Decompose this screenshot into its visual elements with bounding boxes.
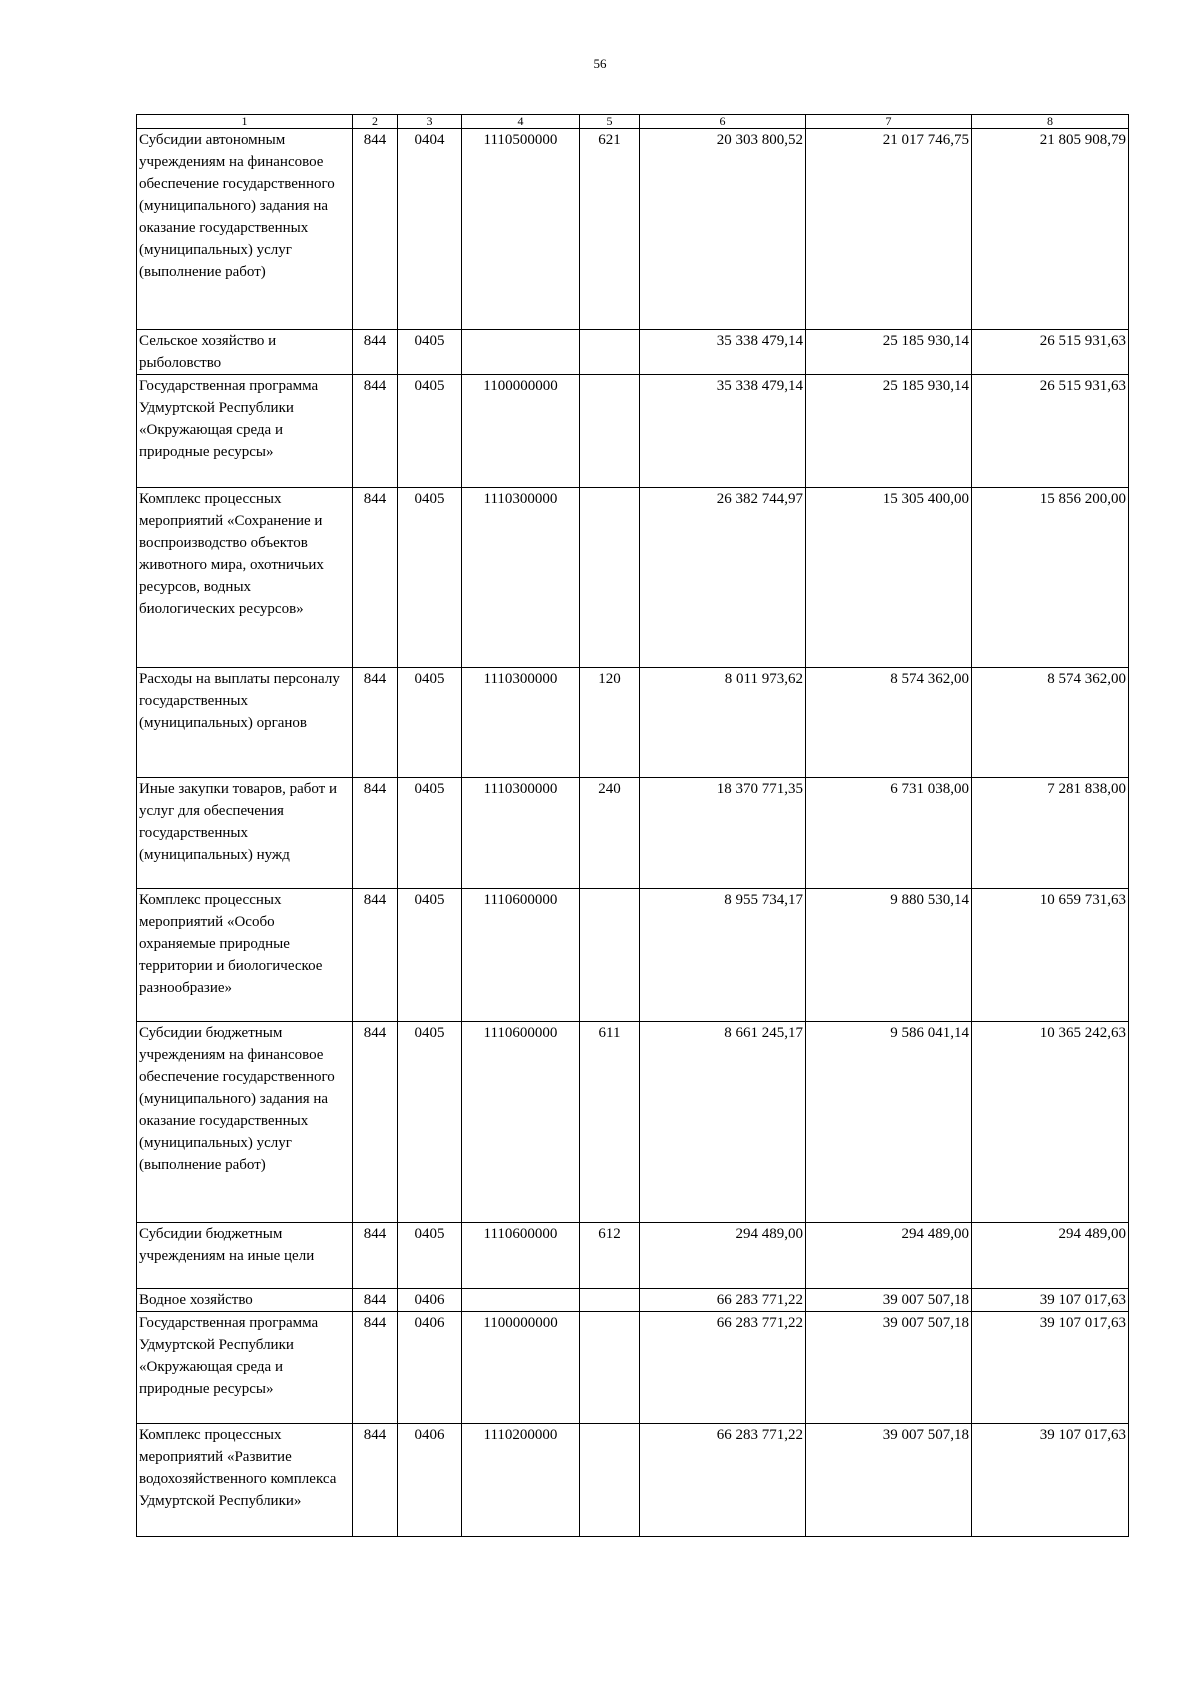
- row-value-3: 10 659 731,63: [972, 889, 1129, 1022]
- row-value-3: 26 515 931,63: [972, 330, 1129, 375]
- table-row: [137, 1312, 1129, 1424]
- row-value-3: 7 281 838,00: [972, 778, 1129, 889]
- row-target: [462, 1289, 580, 1312]
- row-section: 0405: [398, 1223, 462, 1289]
- row-target: 1110500000: [462, 129, 580, 330]
- row-section: 0405: [398, 889, 462, 1022]
- row-vr: 120: [580, 668, 640, 778]
- row-target: 1110300000: [462, 488, 580, 668]
- table-row: [137, 889, 1129, 1022]
- table-row: [137, 1022, 1129, 1223]
- row-target: 1100000000: [462, 1312, 580, 1424]
- row-name: Комплекс процессных мероприятий «Развитие водохозяйственного комплекса Удмуртской Республики»: [137, 1424, 353, 1537]
- row-vr: [580, 889, 640, 1022]
- header-row: [137, 115, 1129, 129]
- row-value-3: 15 856 200,00: [972, 488, 1129, 668]
- row-target: 1110600000: [462, 1223, 580, 1289]
- column-header: 6: [640, 115, 806, 129]
- row-name: Субсидии бюджетным учреждениям на иные цели: [137, 1223, 353, 1289]
- table-row: [137, 1289, 1129, 1312]
- row-name: Государственная программа Удмуртской Республики «Окружающая среда и природные ресурсы»: [137, 375, 353, 488]
- table-row: [137, 330, 1129, 375]
- row-section: 0404: [398, 129, 462, 330]
- row-value-2: 25 185 930,14: [806, 375, 972, 488]
- row-value-3: 8 574 362,00: [972, 668, 1129, 778]
- table-row: [137, 778, 1129, 889]
- table-row: [137, 488, 1129, 668]
- row-section: 0405: [398, 1022, 462, 1223]
- row-target: 1110300000: [462, 668, 580, 778]
- row-target: 1110600000: [462, 1022, 580, 1223]
- row-grbs: 844: [353, 375, 398, 488]
- row-target: [462, 330, 580, 375]
- column-header: 3: [398, 115, 462, 129]
- row-value-2: 39 007 507,18: [806, 1312, 972, 1424]
- row-value-2: 8 574 362,00: [806, 668, 972, 778]
- row-value-2: 15 305 400,00: [806, 488, 972, 668]
- row-grbs: 844: [353, 129, 398, 330]
- row-vr: [580, 375, 640, 488]
- row-grbs: 844: [353, 778, 398, 889]
- row-name: Иные закупки товаров, работ и услуг для обеспечения государственных (муниципальных) нужд: [137, 778, 353, 889]
- row-value-3: 39 107 017,63: [972, 1312, 1129, 1424]
- row-grbs: 844: [353, 1289, 398, 1312]
- row-vr: [580, 1424, 640, 1537]
- row-value-2: 6 731 038,00: [806, 778, 972, 889]
- row-vr: 240: [580, 778, 640, 889]
- row-grbs: 844: [353, 1424, 398, 1537]
- row-value-3: 26 515 931,63: [972, 375, 1129, 488]
- table-row: [137, 375, 1129, 488]
- row-value-2: 25 185 930,14: [806, 330, 972, 375]
- row-value-2: 294 489,00: [806, 1223, 972, 1289]
- row-value-1: 8 955 734,17: [640, 889, 806, 1022]
- row-section: 0406: [398, 1289, 462, 1312]
- row-value-3: 39 107 017,63: [972, 1289, 1129, 1312]
- row-value-2: 39 007 507,18: [806, 1424, 972, 1537]
- row-grbs: 844: [353, 1312, 398, 1424]
- row-value-2: 21 017 746,75: [806, 129, 972, 330]
- row-section: 0405: [398, 330, 462, 375]
- row-value-2: 9 880 530,14: [806, 889, 972, 1022]
- row-vr: 612: [580, 1223, 640, 1289]
- row-grbs: 844: [353, 1223, 398, 1289]
- row-name: Субсидии автономным учреждениям на финансовое обеспечение государственного (муниципального) задания на оказание государственных (муниципальных) услуг (выполнение работ): [137, 129, 353, 330]
- page-number: 56: [593, 56, 607, 71]
- row-target: 1110600000: [462, 889, 580, 1022]
- table-row: [137, 1424, 1129, 1537]
- row-value-3: 21 805 908,79: [972, 129, 1129, 330]
- row-vr: 611: [580, 1022, 640, 1223]
- row-grbs: 844: [353, 668, 398, 778]
- row-name: Субсидии бюджетным учреждениям на финансовое обеспечение государственного (муниципального) задания на оказание государственных (муниципальных) услуг (выполнение работ): [137, 1022, 353, 1223]
- column-header: 7: [806, 115, 972, 129]
- row-name: Сельское хозяйство и рыболовство: [137, 330, 353, 375]
- row-vr: 621: [580, 129, 640, 330]
- row-value-1: 35 338 479,14: [640, 375, 806, 488]
- column-header: 1: [137, 115, 353, 129]
- row-grbs: 844: [353, 1022, 398, 1223]
- row-value-2: 9 586 041,14: [806, 1022, 972, 1223]
- row-value-1: 35 338 479,14: [640, 330, 806, 375]
- row-name: Водное хозяйство: [137, 1289, 353, 1312]
- row-vr: [580, 330, 640, 375]
- row-target: 1100000000: [462, 375, 580, 488]
- row-value-3: 39 107 017,63: [972, 1424, 1129, 1537]
- row-value-1: 66 283 771,22: [640, 1312, 806, 1424]
- row-value-1: 26 382 744,97: [640, 488, 806, 668]
- row-target: 1110200000: [462, 1424, 580, 1537]
- row-target: 1110300000: [462, 778, 580, 889]
- row-section: 0406: [398, 1424, 462, 1537]
- row-value-1: 8 011 973,62: [640, 668, 806, 778]
- row-value-3: 10 365 242,63: [972, 1022, 1129, 1223]
- row-name: Государственная программа Удмуртской Республики «Окружающая среда и природные ресурсы»: [137, 1312, 353, 1424]
- row-value-1: 20 303 800,52: [640, 129, 806, 330]
- row-value-1: 66 283 771,22: [640, 1424, 806, 1537]
- row-value-1: 294 489,00: [640, 1223, 806, 1289]
- row-vr: [580, 1289, 640, 1312]
- column-header: 2: [353, 115, 398, 129]
- column-header: 5: [580, 115, 640, 129]
- row-name: Комплекс процессных мероприятий «Особо охраняемые природные территории и биологическое разнообразие»: [137, 889, 353, 1022]
- table-row: [137, 1223, 1129, 1289]
- row-value-3: 294 489,00: [972, 1223, 1129, 1289]
- row-grbs: 844: [353, 889, 398, 1022]
- row-vr: [580, 488, 640, 668]
- row-section: 0406: [398, 1312, 462, 1424]
- row-grbs: 844: [353, 488, 398, 668]
- row-vr: [580, 1312, 640, 1424]
- row-value-1: 66 283 771,22: [640, 1289, 806, 1312]
- table-row: [137, 668, 1129, 778]
- row-section: 0405: [398, 668, 462, 778]
- table-row: [137, 129, 1129, 330]
- column-header: 4: [462, 115, 580, 129]
- row-grbs: 844: [353, 330, 398, 375]
- row-value-2: 39 007 507,18: [806, 1289, 972, 1312]
- row-value-1: 8 661 245,17: [640, 1022, 806, 1223]
- column-header: 8: [972, 115, 1129, 129]
- row-section: 0405: [398, 488, 462, 668]
- row-name: Расходы на выплаты персоналу государственных (муниципальных) органов: [137, 668, 353, 778]
- row-value-1: 18 370 771,35: [640, 778, 806, 889]
- budget-table: [136, 114, 1129, 1537]
- row-section: 0405: [398, 778, 462, 889]
- row-section: 0405: [398, 375, 462, 488]
- row-name: Комплекс процессных мероприятий «Сохранение и воспроизводство объектов животного мира, охотничьих ресурсов, водных биологических ресурсов»: [137, 488, 353, 668]
